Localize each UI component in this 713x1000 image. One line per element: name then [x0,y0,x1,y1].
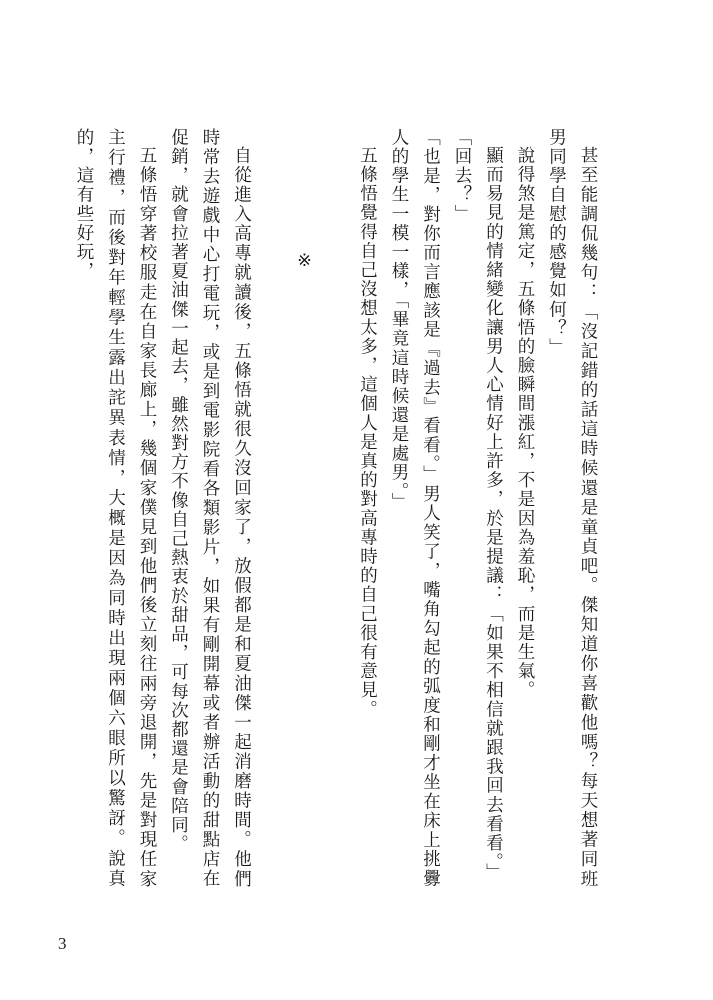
blank-line [257,128,289,888]
paragraph: 顯而易見的情緒變化讓男人心情好上許多，於是提議：「如果不相信就跟我回去看看。」 [483,145,504,882]
page-number: 3 [58,934,67,953]
paragraph: 「回去？」 [452,128,472,224]
section-break-mark: ※ [294,250,315,273]
blank-line [320,128,352,888]
paragraph: 自從進入高專就讀後，五條悟就很久沒回家了，放假都是和夏油傑一起消磨時間。他們時常去遊戲中心打電玩，或是到電影院看各類影片，如果有剛開幕或者辦活動的甜點店在促銷，就會拉著夏油傑一起去，雖然對方不像自己熱衷於甜品，可每次都還是會陪同。 [168,128,252,888]
vertical-text-body [68,128,604,888]
paragraph: 五條悟穿著校服走在自家長廊上，幾個家僕見到他們後立刻往兩旁退開，先是對現任家主行禮，而後對年輕學生露出詫異表情，大概是因為同時出現兩個六眼所以驚訝。說真的，這有些好玩， [74,128,157,888]
paragraph: 「也是，對你而言應該是『過去』看看。」男人笑了，嘴角勾起的弧度和剛才坐在床上挑釁人的學生一模一樣，「畢竟這時候還是處男。」 [389,128,441,888]
paragraph: 甚至能調侃幾句：「沒記錯的話這時候還是童貞吧。傑知道你喜歡他嗎？每天想著同班男同學自慰的感覺如何？」 [546,128,598,888]
paragraph: 說得煞是篤定，五條悟的臉瞬間漲紅，不是因為羞恥，而是生氣。 [515,145,535,700]
paragraph: 五條悟覺得自己沒想太多，這個人是真的對高專時的自己很有意見。 [357,145,378,719]
